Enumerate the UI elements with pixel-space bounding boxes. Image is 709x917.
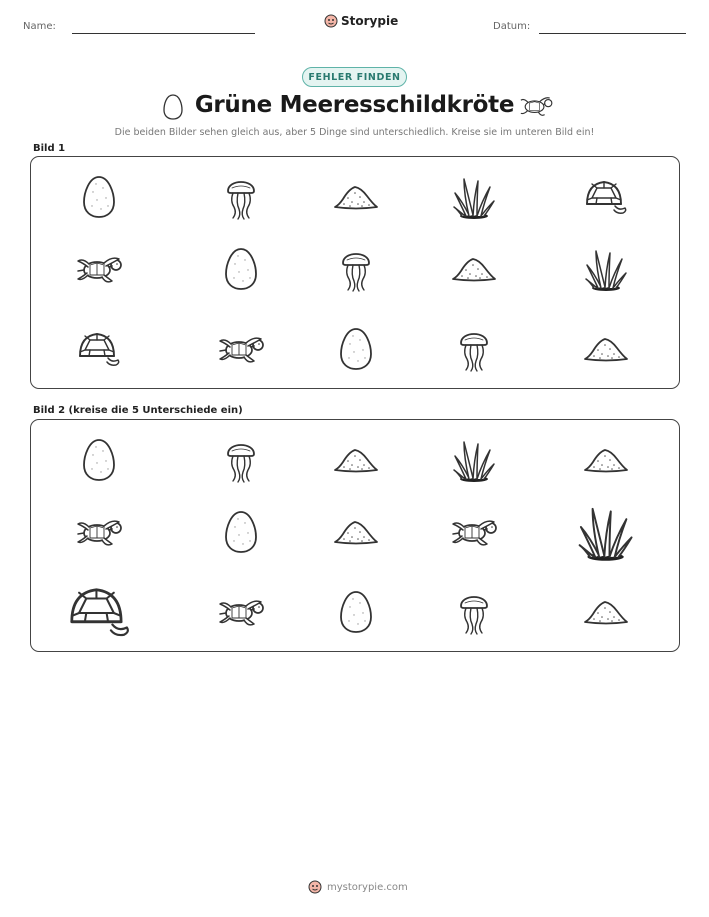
egg-icon	[338, 326, 374, 372]
name-label: Name:	[23, 21, 56, 32]
sand-pile-icon	[333, 183, 379, 211]
sea-turtle-icon[interactable]	[74, 516, 124, 548]
egg-icon	[223, 246, 259, 292]
sand-pile-icon[interactable]	[333, 518, 379, 546]
turtle-shell-icon	[583, 178, 629, 216]
turtle-shell-icon	[76, 330, 122, 368]
sand-pile-icon[interactable]	[333, 446, 379, 474]
sea-turtle-icon[interactable]	[216, 596, 266, 628]
name-line[interactable]	[72, 33, 255, 34]
brand-logo	[324, 14, 398, 28]
picture-1-panel	[30, 156, 680, 389]
sand-pile-icon[interactable]	[583, 446, 629, 474]
picture-2-label: Bild 2 (kreise die 5 Unterschiede ein)	[33, 405, 243, 416]
egg-icon	[81, 174, 117, 220]
jellyfish-icon	[224, 173, 258, 221]
jellyfish-icon[interactable]	[457, 588, 491, 636]
seagrass-icon[interactable]	[577, 501, 634, 563]
jellyfish-icon	[339, 245, 373, 293]
egg-icon[interactable]	[223, 509, 259, 555]
sea-turtle-icon	[216, 333, 266, 365]
seagrass-icon	[584, 245, 628, 293]
seagrass-icon	[452, 173, 496, 221]
sea-turtle-icon	[74, 253, 124, 285]
brand-mascot-icon	[308, 880, 322, 894]
sand-pile-icon[interactable]	[583, 598, 629, 626]
picture-1-label: Bild 1	[33, 143, 66, 154]
footer	[308, 880, 408, 894]
brand-name: Storypie	[341, 14, 399, 28]
page-title: Grüne Meeresschildkröte	[194, 92, 515, 118]
activity-badge: FEHLER FINDEN	[302, 67, 407, 87]
instructions-text: Die beiden Bilder sehen gleich aus, aber 5 Dinge sind unterschiedlich. Kreise sie im unteren Bild ein!	[114, 127, 595, 138]
jellyfish-icon[interactable]	[224, 436, 258, 484]
brand-mascot-icon	[324, 14, 338, 28]
sand-pile-icon	[451, 255, 497, 283]
picture-2-panel[interactable]	[30, 419, 680, 652]
egg-icon[interactable]	[81, 437, 117, 483]
date-label: Datum:	[493, 21, 531, 32]
turtle-shell-icon[interactable]	[66, 584, 133, 639]
sea-turtle-icon[interactable]	[449, 516, 499, 548]
seagrass-icon[interactable]	[452, 436, 496, 484]
sea-turtle-icon	[518, 94, 554, 122]
sand-pile-icon	[583, 335, 629, 363]
egg-icon[interactable]	[338, 589, 374, 635]
jellyfish-icon	[457, 325, 491, 373]
date-line[interactable]	[539, 33, 686, 34]
footer-site: mystorypie.com	[327, 881, 408, 893]
